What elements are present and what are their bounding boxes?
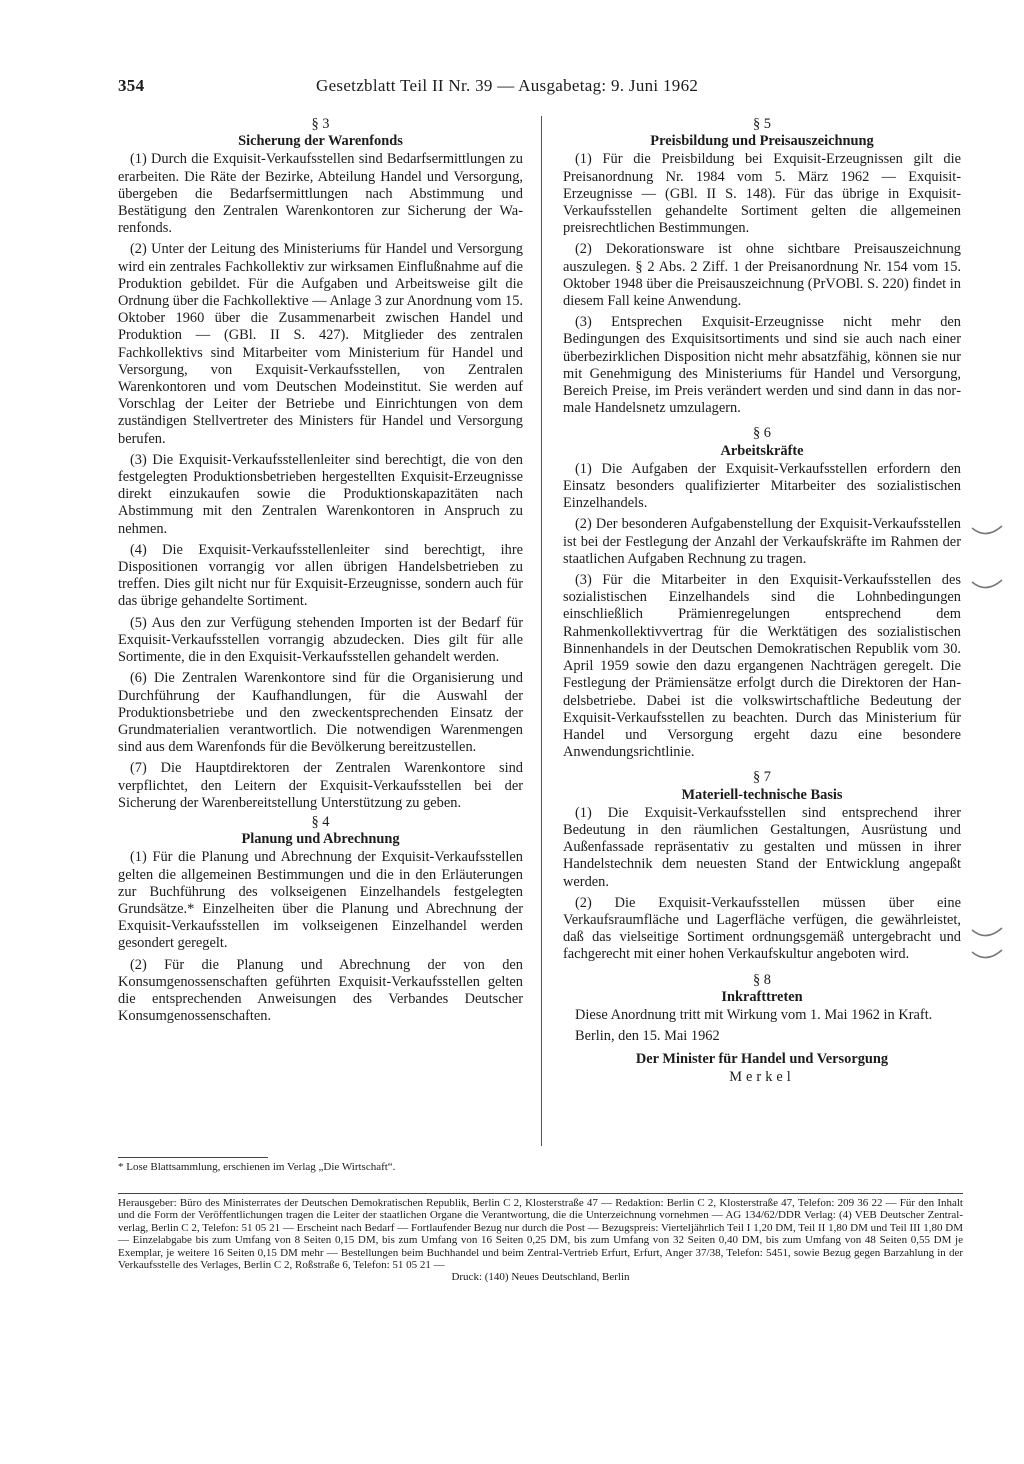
section-8-title: Inkrafttreten — [721, 988, 803, 1005]
section-3-title: Sicherung der Warenfonds — [238, 133, 403, 150]
s3-paragraph-4: (4) Die Exquisit-Verkaufsstellenleiter sind berechtigt, ihre Dispositionen vorrangig vor allen übrigen Handelsbetrieben zu treffen. Dies gilt nicht nur für Exquisit-Erzeugnisse, sondern auch für das übrige gehandelte Sortiment. — [118, 541, 523, 610]
s3-paragraph-1: (1) Durch die Exquisit-Verkaufsstellen sind Bedarfsermittlungen zu erarbeiten. Die Räte der Bezirke, Abteilung Handel und Versorgung, übergeben die Bedarfsermittlungen nach Abstimmung und Bestätigung den Zentralen Warenkontoren zur Sicherung der Warenfonds. — [118, 151, 523, 237]
signer-title: Der Minister für Handel und Versorgung — [635, 1051, 889, 1068]
s3-paragraph-2: (2) Unter der Leitung des Ministeriums für Handel und Versorgung wird ein zentrales Fachkollektiv zur wirksamen Einflußnahme auf die Produktion gebildet. Für die Aufgaben und Arbeitsweise gilt die Ordnung über die Fachkollektive — Anlage 3 zur Anordnung vom 15. Oktober 1960 über die Zusammenarbeit zwischen Handel und Produktion — (GBl. II S. 427). Mitglieder des zentralen Fachkollektivs sind Mitarbeiter vom Ministerium für Handel und Versorgung, von Exquisit-Verkaufsstellen, von Zentralen Warenkontoren und vom Deutschen Modeinstitut. Sie werden auf Vorschlag der Leiter der Betriebe und Einrichtungen von dem zuständigen Stellvertreter des Ministers für Handel und Versorgung berufen. — [118, 241, 523, 447]
column-divider — [541, 116, 542, 1146]
s8-paragraph-1: Diese Anordnung tritt mit Wirkung vom 1. Mai 1962 in Kraft. — [575, 1006, 933, 1023]
place-date: Berlin, den 15. Mai 1962 — [575, 1028, 720, 1045]
imprint — [118, 1197, 963, 1284]
s3-paragraph-6: (6) Die Zentralen Warenkontore sind für die Organisierung und Durchführung der Kaufhandlungen, für die Auswahl der Produktionsbetriebe und den zweckentsprechenden Einsatz der Grundmaterialien verantwortlich. Die notwendigen Warenmengen sind aus dem Warenfonds für die Bevölkerung bereitzustellen. — [118, 670, 523, 756]
s4-paragraph-1: (1) Für die Planung und Abrechnung der Exquisit-Verkaufsstellen gelten die allgemeinen Bestimmungen und die in den Erläuterungen zur Buchführung des volkseigenen Einzelhandels festgelegten Grundsätze.* Einzelheiten über die Planung und Abrechnung der Exquisit-Verkaufsstellen im volkseigenen Einzelhandel werden gesondert geregelt. — [118, 849, 523, 952]
s3-paragraph-3: (3) Die Exquisit-Verkaufsstellenleiter sind berechtigt, die von den festgelegten Produktionsbetrieben hergestellten Exquisit-Erzeugnisse direkt einzukaufen sowie die Produktionskapazitäten nach Abstimmung mit den Zentralen Warenkontoren in Anspruch zu nehmen. — [118, 451, 523, 537]
s5-paragraph-1: (1) Für die Preisbildung bei Exquisit-Erzeugnissen gilt die Preisanordnung Nr. 1984 vom 5. März 1962 — Exquisit-Erzeugnisse — (GBl. II S. 148). Für das übrige in Exquisit-Verkaufsstellen gehandelte Sortiment gelten die allgemeinen preisrechtlichen Bestimmungen. — [563, 151, 961, 237]
s3-paragraph-7: (7) Die Hauptdirektoren der Zentralen Warenkontore sind verpflichtet, den Leitern der Exquisit-Verkaufsstellen bei der Sicherung der Warenbereitstellung Unterstützung zu geben. — [118, 760, 523, 811]
s4-paragraph-2: (2) Für die Planung und Abrechnung der von den Konsumgenossenschaften geführten Exquisit-Verkaufsstellen gelten die entsprechenden Anweisungen des Verbandes Deutscher Konsumgenossenschaften. — [118, 956, 523, 1025]
section-5-title: Preisbildung und Preisauszeichnung — [650, 133, 874, 150]
page-number: 354 — [118, 76, 145, 95]
s7-paragraph-2: (2) Die Exquisit-Verkaufsstellen müssen über eine Verkaufsraumfläche und Lagerfläche verfügen, die gewährleistet, daß das vielseitige Sortiment ordnungsgemäß untergebracht und fachgerecht mit einer hohen Verkaufskultur angeboten wird. — [563, 894, 961, 963]
signer-name: Merkel — [729, 1068, 795, 1085]
section-4-number: § 4 — [311, 813, 330, 830]
section-5-number: § 5 — [753, 116, 771, 132]
s5-paragraph-3: (3) Entsprechen Exquisit-Erzeugnisse nicht mehr den Bedingungen des Exquisitsortiments und sind sie auch nach einer überbezirklichen Disposition nicht mehr absatzfähig, können sie nur mit Genehmigung des Ministeriums für Handel und Versorgung, Bereich Preise, im Preis verändert werden und sind dann in das normale Handelsnetz umzulagern. — [563, 314, 961, 417]
section-8-number: § 8 — [753, 971, 771, 988]
running-title: Gesetzblatt Teil II Nr. 39 — Ausgabetag: 9. Juni 1962 — [316, 76, 699, 95]
footnote-rule — [118, 1157, 268, 1158]
section-7-title: Materiell-technische Basis — [681, 786, 843, 803]
left-column — [118, 116, 523, 1029]
s6-paragraph-2: (2) Der besonderen Aufgabenstellung der Exquisit-Verkaufsstellen ist bei der Festlegung der Anzahl der Verkaufskräfte im Rahmen der staatlichen Aufgaben Rechnung zu tragen. — [563, 516, 961, 567]
s6-paragraph-1: (1) Die Aufgaben der Exquisit-Verkaufsstellen erfordern den Einsatz besonders qualifizierter Mitarbeiter des sozialistischen Einzelhandels. — [563, 460, 961, 512]
section-7-number: § 7 — [753, 769, 771, 786]
margin-mark — [972, 950, 1002, 958]
margin-mark — [972, 580, 1002, 588]
section-6-number: § 6 — [753, 425, 771, 442]
s3-paragraph-5: (5) Aus den zur Verfügung stehenden Importen ist der Bedarf für Exquisit-Verkaufsstellen vorrangig abzudecken. Dies gilt für alle Sortimente, die in den Exquisit-Verkaufsstellen gehandelt werden. — [118, 614, 523, 666]
margin-marks — [968, 0, 1008, 1464]
footnote: * Lose Blattsammlung, erschienen im Verlag „Die Wirtschaft“. — [118, 1161, 396, 1173]
section-3-number: § 3 — [311, 116, 330, 132]
page-header — [118, 72, 858, 100]
section-4-title: Planung und Abrechnung — [241, 831, 400, 848]
right-column — [563, 116, 961, 1086]
s5-paragraph-2: (2) Dekorationsware ist ohne sichtbare Preisauszeichnung auszulegen. § 2 Abs. 2 Ziff. 1 der Preisanordnung Nr. 154 vom 15. Oktober 1948 über die Preisauszeichnung (PrVOBl. S. 220) findet in diesem Fall keine Anwendung. — [563, 241, 961, 310]
s7-paragraph-1: (1) Die Exquisit-Verkaufsstellen sind entsprechend ihrer Bedeutung in den räumlichen Gestaltungen, Ausrüstung und Außenfassade repräsentativ zu gestalten und müssen in ihrer Handelstechnik dem neuesten Stand der Entwicklung angepaßt werden. — [563, 804, 961, 890]
margin-mark — [972, 928, 1002, 936]
s6-paragraph-3: (3) Für die Mitarbeiter in den Exquisit-Verkaufsstellen des sozialistischen Einzelhandels sind die Lohnbedingungen einschließlich Prämienregelungen entsprechend dem Rahmenkollektivvertrag für die Werktätigen des sozialistischen Binnenhandels in der Deutschen Demokratischen Republik vom 30. April 1959 sowie den dazu ergangenen Nachträgen geregelt. Die Festlegung der Prämiensätze erfolgt durch die Direktoren der Handelsbetriebe. Dabei ist die volkswirtschaftliche Bedeutung der Exquisit-Verkaufsstellen zu beachten. Durch das Ministerium für Handel und Versorgung ergeht dazu eine besondere Anwendungsrichtlinie. — [563, 572, 961, 761]
imprint-rule — [118, 1193, 963, 1194]
printer-line: Druck: (140) Neues Deutschland, Berlin — [451, 1271, 630, 1284]
margin-mark — [972, 526, 1002, 534]
imprint-text: Herausgeber: Büro des Ministerrates der Deutschen Demokratischen Republik, Berlin C 2, Klosterstraße 47 — Redaktion: Berlin C 2, Klosterstraße 47, Telefon: 209 36 22 — Für den Inhalt und die Form der Veröffentlichungen tragen die Leiter der staatlichen Organe die Verantwortung, die die Unterzeichnung vornehmen — AG 134/62/DDR Verlag: (4) VEB Deutscher Zentralverlag, Berlin C 2, Telefon: 51 05 21 — Erscheint nach Bedarf — Fortlaufender Bezug nur durch die Post — Bezugspreis: Vierteljährlich Teil I 1,20 DM, Teil II 1,80 DM und Teil III 1,80 DM — Einzelabgabe bis zum Umfang von 8 Seiten 0,15 DM, bis zum Umfang von 16 Seiten 0,25 DM, bis zum Umfang von 32 Seiten 0,40 DM, bis zum Umfang von 48 Seiten 0,55 DM je Exemplar, je weitere 16 Seiten 0,15 DM mehr — Bestellungen beim Buchhandel und beim Zentral-Vertrieb Erfurt, Erfurt, Anger 37/38, Telefon: 5451, sowie Bezug gegen Barzahlung in der Verkaufsstelle des Verlages, Berlin C 2, Roßstraße 6, Telefon: 51 05 21 — — [118, 1197, 963, 1272]
section-6-title: Arbeitskräfte — [720, 442, 804, 459]
